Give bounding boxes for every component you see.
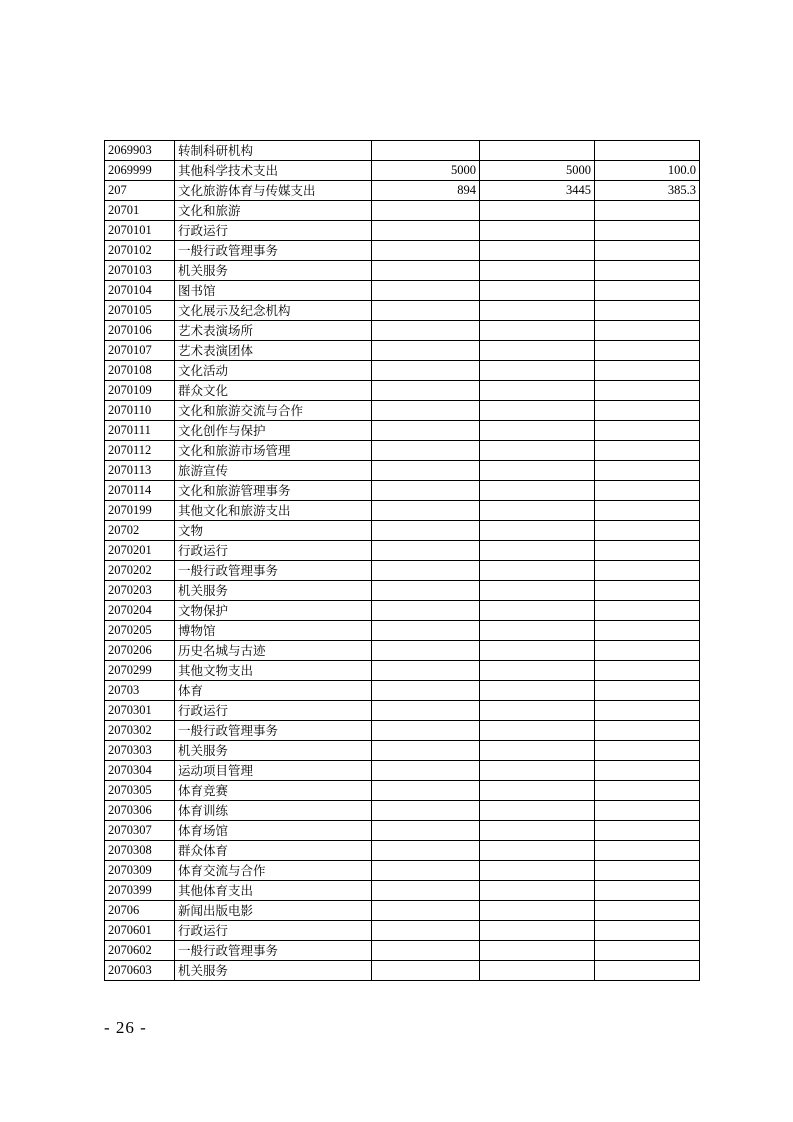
table-row bbox=[105, 141, 700, 161]
account-code-cell: 2070309 bbox=[105, 861, 175, 881]
account-name-cell: 文化展示及纪念机构 bbox=[175, 301, 372, 321]
account-name-cell: 文化旅游体育与传媒支出 bbox=[175, 181, 372, 201]
account-code-cell: 2070109 bbox=[105, 381, 175, 401]
value-cell-1 bbox=[372, 961, 480, 981]
account-name-cell: 艺术表演团体 bbox=[175, 341, 372, 361]
value-cell-1 bbox=[372, 441, 480, 461]
value-cell-3 bbox=[595, 241, 700, 261]
table-row bbox=[105, 321, 700, 341]
account-code-cell: 207 bbox=[105, 181, 175, 201]
value-cell-3 bbox=[595, 501, 700, 521]
value-cell-2 bbox=[480, 621, 595, 641]
value-cell-2 bbox=[480, 741, 595, 761]
value-cell-1 bbox=[372, 661, 480, 681]
value-cell-2 bbox=[480, 341, 595, 361]
account-name-cell: 旅游宣传 bbox=[175, 461, 372, 481]
account-code-cell: 2070299 bbox=[105, 661, 175, 681]
value-cell-3 bbox=[595, 561, 700, 581]
account-name-cell: 文物保护 bbox=[175, 601, 372, 621]
value-cell-3 bbox=[595, 921, 700, 941]
value-cell-3 bbox=[595, 341, 700, 361]
value-cell-3 bbox=[595, 461, 700, 481]
account-code-cell: 2070204 bbox=[105, 601, 175, 621]
value-cell-1 bbox=[372, 721, 480, 741]
value-cell-3 bbox=[595, 661, 700, 681]
value-cell-3 bbox=[595, 281, 700, 301]
account-name-cell: 艺术表演场所 bbox=[175, 321, 372, 341]
table-row bbox=[105, 341, 700, 361]
value-cell-2 bbox=[480, 761, 595, 781]
value-cell-2 bbox=[480, 401, 595, 421]
value-cell-3: 385.3 bbox=[595, 181, 700, 201]
account-code-cell: 2070201 bbox=[105, 541, 175, 561]
account-code-cell: 20702 bbox=[105, 521, 175, 541]
account-code-cell: 2070110 bbox=[105, 401, 175, 421]
table-row bbox=[105, 741, 700, 761]
account-name-cell: 其他文化和旅游支出 bbox=[175, 501, 372, 521]
value-cell-1 bbox=[372, 481, 480, 501]
table-row bbox=[105, 761, 700, 781]
value-cell-1 bbox=[372, 881, 480, 901]
value-cell-2 bbox=[480, 641, 595, 661]
table-row bbox=[105, 281, 700, 301]
value-cell-1 bbox=[372, 361, 480, 381]
value-cell-3 bbox=[595, 261, 700, 281]
account-name-cell: 体育竞赛 bbox=[175, 781, 372, 801]
value-cell-3 bbox=[595, 821, 700, 841]
table-row bbox=[105, 621, 700, 641]
value-cell-1 bbox=[372, 701, 480, 721]
value-cell-2 bbox=[480, 801, 595, 821]
value-cell-3 bbox=[595, 481, 700, 501]
value-cell-3 bbox=[595, 301, 700, 321]
account-code-cell: 2069999 bbox=[105, 161, 175, 181]
value-cell-1 bbox=[372, 761, 480, 781]
account-code-cell: 2070112 bbox=[105, 441, 175, 461]
value-cell-2 bbox=[480, 721, 595, 741]
account-code-cell: 2070601 bbox=[105, 921, 175, 941]
value-cell-3 bbox=[595, 681, 700, 701]
value-cell-1 bbox=[372, 601, 480, 621]
value-cell-3 bbox=[595, 421, 700, 441]
value-cell-3 bbox=[595, 721, 700, 741]
value-cell-3 bbox=[595, 141, 700, 161]
table-row bbox=[105, 441, 700, 461]
table-row bbox=[105, 601, 700, 621]
value-cell-1 bbox=[372, 321, 480, 341]
value-cell-1 bbox=[372, 201, 480, 221]
account-code-cell: 2070113 bbox=[105, 461, 175, 481]
account-code-cell: 2070107 bbox=[105, 341, 175, 361]
value-cell-2: 5000 bbox=[480, 161, 595, 181]
value-cell-2 bbox=[480, 321, 595, 341]
account-name-cell: 文化和旅游市场管理 bbox=[175, 441, 372, 461]
table-row bbox=[105, 961, 700, 981]
account-code-cell: 20703 bbox=[105, 681, 175, 701]
table-row bbox=[105, 561, 700, 581]
value-cell-1 bbox=[372, 421, 480, 441]
value-cell-3 bbox=[595, 601, 700, 621]
account-code-cell: 2070303 bbox=[105, 741, 175, 761]
value-cell-3: 100.0 bbox=[595, 161, 700, 181]
account-name-cell: 文化活动 bbox=[175, 361, 372, 381]
value-cell-3 bbox=[595, 901, 700, 921]
account-code-cell: 2070106 bbox=[105, 321, 175, 341]
account-name-cell: 体育 bbox=[175, 681, 372, 701]
value-cell-3 bbox=[595, 741, 700, 761]
table-row bbox=[105, 661, 700, 681]
value-cell-1 bbox=[372, 681, 480, 701]
value-cell-3 bbox=[595, 201, 700, 221]
value-cell-2 bbox=[480, 781, 595, 801]
table-row bbox=[105, 681, 700, 701]
account-name-cell: 体育训练 bbox=[175, 801, 372, 821]
account-code-cell: 2070602 bbox=[105, 941, 175, 961]
account-code-cell: 2070108 bbox=[105, 361, 175, 381]
value-cell-3 bbox=[595, 221, 700, 241]
account-name-cell: 历史名城与古迹 bbox=[175, 641, 372, 661]
value-cell-3 bbox=[595, 621, 700, 641]
value-cell-1 bbox=[372, 521, 480, 541]
value-cell-2 bbox=[480, 681, 595, 701]
value-cell-3 bbox=[595, 781, 700, 801]
account-code-cell: 2070307 bbox=[105, 821, 175, 841]
value-cell-2 bbox=[480, 261, 595, 281]
account-name-cell: 文化和旅游管理事务 bbox=[175, 481, 372, 501]
value-cell-1 bbox=[372, 781, 480, 801]
account-name-cell: 一般行政管理事务 bbox=[175, 941, 372, 961]
account-code-cell: 2070305 bbox=[105, 781, 175, 801]
account-code-cell: 2070308 bbox=[105, 841, 175, 861]
account-code-cell: 2070304 bbox=[105, 761, 175, 781]
value-cell-2 bbox=[480, 581, 595, 601]
account-name-cell: 其他科学技术支出 bbox=[175, 161, 372, 181]
account-code-cell: 2070603 bbox=[105, 961, 175, 981]
table-row bbox=[105, 161, 700, 181]
value-cell-2 bbox=[480, 281, 595, 301]
account-code-cell: 2070103 bbox=[105, 261, 175, 281]
account-code-cell: 2070203 bbox=[105, 581, 175, 601]
table-row bbox=[105, 881, 700, 901]
table-row bbox=[105, 641, 700, 661]
account-code-cell: 2070104 bbox=[105, 281, 175, 301]
account-name-cell: 文化创作与保护 bbox=[175, 421, 372, 441]
account-name-cell: 一般行政管理事务 bbox=[175, 721, 372, 741]
account-name-cell: 机关服务 bbox=[175, 741, 372, 761]
account-code-cell: 2070102 bbox=[105, 241, 175, 261]
account-name-cell: 其他文物支出 bbox=[175, 661, 372, 681]
value-cell-1 bbox=[372, 621, 480, 641]
value-cell-1 bbox=[372, 901, 480, 921]
value-cell-1 bbox=[372, 281, 480, 301]
value-cell-1 bbox=[372, 821, 480, 841]
account-code-cell: 2070101 bbox=[105, 221, 175, 241]
value-cell-2 bbox=[480, 881, 595, 901]
account-code-cell: 2070301 bbox=[105, 701, 175, 721]
value-cell-1 bbox=[372, 741, 480, 761]
account-name-cell: 转制科研机构 bbox=[175, 141, 372, 161]
account-name-cell: 群众体育 bbox=[175, 841, 372, 861]
account-name-cell: 一般行政管理事务 bbox=[175, 561, 372, 581]
value-cell-3 bbox=[595, 361, 700, 381]
table-row bbox=[105, 261, 700, 281]
value-cell-2: 3445 bbox=[480, 181, 595, 201]
value-cell-3 bbox=[595, 701, 700, 721]
value-cell-1 bbox=[372, 841, 480, 861]
account-code-cell: 2070114 bbox=[105, 481, 175, 501]
value-cell-2 bbox=[480, 601, 595, 621]
value-cell-1 bbox=[372, 561, 480, 581]
table-row bbox=[105, 301, 700, 321]
table-row bbox=[105, 781, 700, 801]
value-cell-1 bbox=[372, 401, 480, 421]
value-cell-1 bbox=[372, 241, 480, 261]
value-cell-2 bbox=[480, 441, 595, 461]
value-cell-1 bbox=[372, 541, 480, 561]
table-row bbox=[105, 821, 700, 841]
account-name-cell: 运动项目管理 bbox=[175, 761, 372, 781]
account-name-cell: 行政运行 bbox=[175, 921, 372, 941]
value-cell-2 bbox=[480, 921, 595, 941]
value-cell-1 bbox=[372, 641, 480, 661]
value-cell-3 bbox=[595, 841, 700, 861]
account-code-cell: 2070205 bbox=[105, 621, 175, 641]
table-row bbox=[105, 721, 700, 741]
value-cell-2 bbox=[480, 961, 595, 981]
table-row bbox=[105, 941, 700, 961]
value-cell-2 bbox=[480, 361, 595, 381]
table-row bbox=[105, 801, 700, 821]
account-code-cell: 20701 bbox=[105, 201, 175, 221]
page-number: - 26 - bbox=[104, 1018, 147, 1037]
account-name-cell: 机关服务 bbox=[175, 261, 372, 281]
account-name-cell: 文化和旅游 bbox=[175, 201, 372, 221]
value-cell-3 bbox=[595, 641, 700, 661]
account-code-cell: 2070306 bbox=[105, 801, 175, 821]
value-cell-2 bbox=[480, 541, 595, 561]
account-code-cell: 2070202 bbox=[105, 561, 175, 581]
value-cell-1 bbox=[372, 261, 480, 281]
account-name-cell: 新闻出版电影 bbox=[175, 901, 372, 921]
value-cell-3 bbox=[595, 581, 700, 601]
budget-table-body bbox=[105, 141, 700, 981]
table-row bbox=[105, 241, 700, 261]
table-row bbox=[105, 501, 700, 521]
account-name-cell: 图书馆 bbox=[175, 281, 372, 301]
value-cell-2 bbox=[480, 301, 595, 321]
value-cell-2 bbox=[480, 521, 595, 541]
value-cell-2 bbox=[480, 461, 595, 481]
value-cell-1: 894 bbox=[372, 181, 480, 201]
value-cell-3 bbox=[595, 441, 700, 461]
account-name-cell: 体育交流与合作 bbox=[175, 861, 372, 881]
value-cell-1 bbox=[372, 501, 480, 521]
value-cell-3 bbox=[595, 801, 700, 821]
value-cell-3 bbox=[595, 541, 700, 561]
value-cell-2 bbox=[480, 701, 595, 721]
value-cell-2 bbox=[480, 381, 595, 401]
value-cell-3 bbox=[595, 401, 700, 421]
account-code-cell: 2070399 bbox=[105, 881, 175, 901]
value-cell-3 bbox=[595, 961, 700, 981]
value-cell-3 bbox=[595, 761, 700, 781]
value-cell-3 bbox=[595, 381, 700, 401]
account-name-cell: 博物馆 bbox=[175, 621, 372, 641]
table-row bbox=[105, 841, 700, 861]
value-cell-2 bbox=[480, 241, 595, 261]
account-code-cell: 2070199 bbox=[105, 501, 175, 521]
account-name-cell: 其他体育支出 bbox=[175, 881, 372, 901]
account-code-cell: 2070302 bbox=[105, 721, 175, 741]
account-name-cell: 行政运行 bbox=[175, 541, 372, 561]
value-cell-1 bbox=[372, 921, 480, 941]
value-cell-1 bbox=[372, 801, 480, 821]
value-cell-1 bbox=[372, 141, 480, 161]
value-cell-2 bbox=[480, 841, 595, 861]
value-cell-1 bbox=[372, 461, 480, 481]
table-row bbox=[105, 221, 700, 241]
account-code-cell: 20706 bbox=[105, 901, 175, 921]
account-name-cell: 行政运行 bbox=[175, 701, 372, 721]
value-cell-2 bbox=[480, 821, 595, 841]
value-cell-2 bbox=[480, 861, 595, 881]
value-cell-1 bbox=[372, 301, 480, 321]
table-row bbox=[105, 361, 700, 381]
account-code-cell: 2070105 bbox=[105, 301, 175, 321]
table-row bbox=[105, 861, 700, 881]
value-cell-1: 5000 bbox=[372, 161, 480, 181]
table-row bbox=[105, 201, 700, 221]
account-name-cell: 机关服务 bbox=[175, 961, 372, 981]
account-name-cell: 文化和旅游交流与合作 bbox=[175, 401, 372, 421]
value-cell-2 bbox=[480, 941, 595, 961]
table-row bbox=[105, 921, 700, 941]
account-code-cell: 2070111 bbox=[105, 421, 175, 441]
table-row bbox=[105, 541, 700, 561]
value-cell-2 bbox=[480, 421, 595, 441]
value-cell-1 bbox=[372, 941, 480, 961]
value-cell-2 bbox=[480, 141, 595, 161]
value-cell-2 bbox=[480, 221, 595, 241]
value-cell-2 bbox=[480, 501, 595, 521]
table-row bbox=[105, 401, 700, 421]
value-cell-1 bbox=[372, 221, 480, 241]
account-name-cell: 体育场馆 bbox=[175, 821, 372, 841]
value-cell-3 bbox=[595, 861, 700, 881]
value-cell-2 bbox=[480, 481, 595, 501]
table-row bbox=[105, 461, 700, 481]
account-name-cell: 一般行政管理事务 bbox=[175, 241, 372, 261]
value-cell-1 bbox=[372, 381, 480, 401]
value-cell-2 bbox=[480, 901, 595, 921]
table-row bbox=[105, 481, 700, 501]
value-cell-2 bbox=[480, 201, 595, 221]
account-code-cell: 2069903 bbox=[105, 141, 175, 161]
value-cell-3 bbox=[595, 321, 700, 341]
value-cell-2 bbox=[480, 561, 595, 581]
account-name-cell: 群众文化 bbox=[175, 381, 372, 401]
account-name-cell: 机关服务 bbox=[175, 581, 372, 601]
table-row bbox=[105, 381, 700, 401]
table-row bbox=[105, 521, 700, 541]
value-cell-3 bbox=[595, 521, 700, 541]
value-cell-3 bbox=[595, 941, 700, 961]
account-name-cell: 行政运行 bbox=[175, 221, 372, 241]
value-cell-1 bbox=[372, 581, 480, 601]
value-cell-2 bbox=[480, 661, 595, 681]
table-row bbox=[105, 181, 700, 201]
account-code-cell: 2070206 bbox=[105, 641, 175, 661]
account-name-cell: 文物 bbox=[175, 521, 372, 541]
budget-table bbox=[104, 140, 700, 981]
value-cell-1 bbox=[372, 341, 480, 361]
value-cell-3 bbox=[595, 881, 700, 901]
table-row bbox=[105, 901, 700, 921]
table-row bbox=[105, 701, 700, 721]
value-cell-1 bbox=[372, 861, 480, 881]
table-row bbox=[105, 421, 700, 441]
table-row bbox=[105, 581, 700, 601]
